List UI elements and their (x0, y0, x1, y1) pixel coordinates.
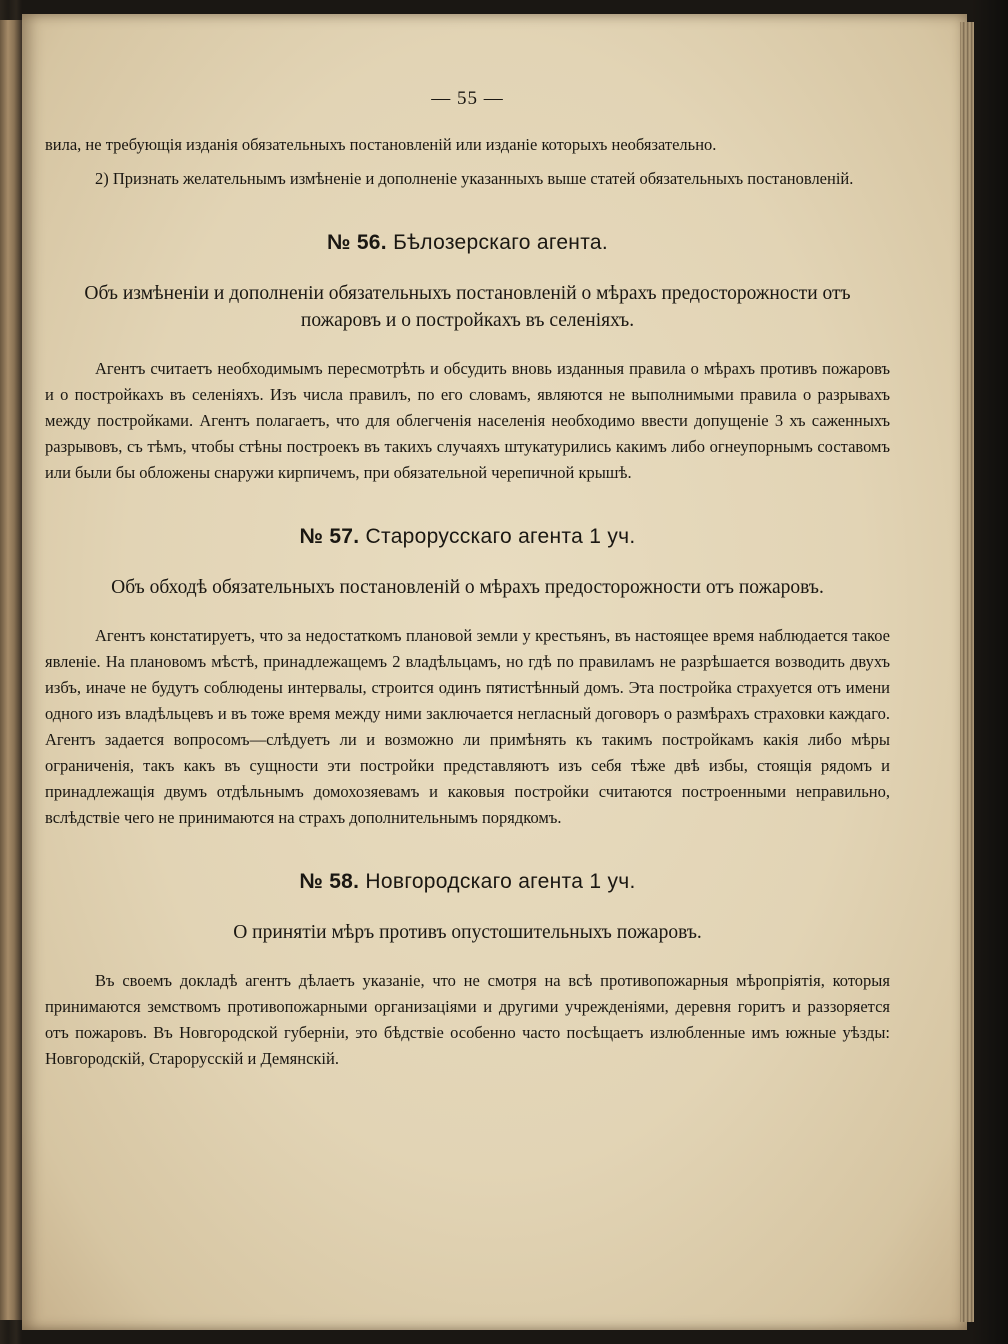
page-content (45, 88, 890, 1072)
section-number: № 56. (326, 231, 387, 254)
section-heading (45, 228, 890, 258)
section-56 (45, 228, 890, 486)
section-57 (45, 522, 890, 831)
previous-page-edge (0, 20, 22, 1320)
section-body: Агентъ констатируетъ, что за недостаткомъ плановой земли у крестьянъ, въ настоящее время наблюдается такое явленіе. На плановомъ мѣстѣ, принадлежащемъ 2 владѣльцамъ, но гдѣ по правиламъ не разрѣшается возводить двухъ избъ, иначе не будутъ соблюдены интервалы, строится одинъ пятистѣнный домъ. Эта постройка страхуется отъ имени одного изъ владѣльцевъ и въ тоже время между ними заключается негласный договоръ о размѣрахъ страховки каждаго. Агентъ задается вопросомъ—слѣдуетъ ли и возможно ли примѣнять къ такимъ постройкамъ какія либо мѣры ограниченія, такъ какъ въ сущности эти постройки представляютъ изъ себя тѣже двѣ избы, стоящія рядомъ и принадлежащія двумъ отдѣльнымъ домохозяевамъ и каковыя постройки считаются построенными неправильно, вслѣдствіе чего не принимаются на страхъ дополнительнымъ порядкомъ. (45, 626, 890, 827)
section-number: № 58. (299, 870, 360, 893)
section-title: Бѣлозерскаго агента. (393, 231, 608, 254)
section-heading (45, 867, 890, 897)
section-number: № 57. (299, 525, 360, 548)
page-number: — 55 — (431, 88, 504, 109)
intro-paragraph-1: вила, не требующія изданія обязательныхъ постановленій или изданіе которыхъ необязательно. (45, 135, 717, 154)
section-body: Въ своемъ докладѣ агентъ дѣлаетъ указаніе, что не смотря на всѣ противопожарныя мѣропріятія, которыя принимаются земствомъ противопожарными организаціями и другими учрежденіями, деревня горитъ и раззоряется отъ пожаровъ. Въ Новгородской губерніи, это бѣдствіе особенно часто посѣщаетъ излюбленные имъ южные уѣзды: Новгородскій, Старорусскій и Демянскій. (45, 971, 890, 1068)
section-subtitle: О принятіи мѣръ противъ опустошительныхъ пожаровъ. (233, 922, 702, 943)
section-title: Новгородскаго агента 1 уч. (365, 870, 636, 893)
section-title: Старорусскаго агента 1 уч. (365, 525, 636, 548)
section-58 (45, 867, 890, 1072)
section-body: Агентъ считаетъ необходимымъ пересмотрѣть и обсудить вновь изданныя правила о мѣрахъ противъ пожаровъ и о постройкахъ въ селеніяхъ. Изъ числа правилъ, по его словамъ, являются не выполнимыми правила о разрывахъ между постройками. Агентъ полагаетъ, что для облегченія населенія необходимо ввести допущеніе 3 хъ саженныхъ разрывовъ, съ тѣмъ, чтобы стѣны построекъ въ такихъ случаяхъ штукатурились какимъ либо огнеупорнымъ составомъ или были бы обложены снаружи кирпичемъ, при обязательной черепичной крышѣ. (45, 359, 890, 482)
section-heading (45, 522, 890, 552)
page-stack-edge (960, 22, 974, 1322)
section-subtitle: Объ обходѣ обязательныхъ постановленій о мѣрахъ предосторожности отъ пожаровъ. (111, 577, 824, 598)
intro-paragraph-2: 2) Признать желательнымъ измѣненіе и дополненіе указанныхъ выше статей обязательныхъ постановленій. (95, 169, 854, 188)
section-subtitle: Объ измѣненіи и дополненіи обязательныхъ постановленій о мѣрахъ предосторожности отъ пожаровъ и о постройкахъ въ селеніяхъ. (84, 283, 851, 331)
